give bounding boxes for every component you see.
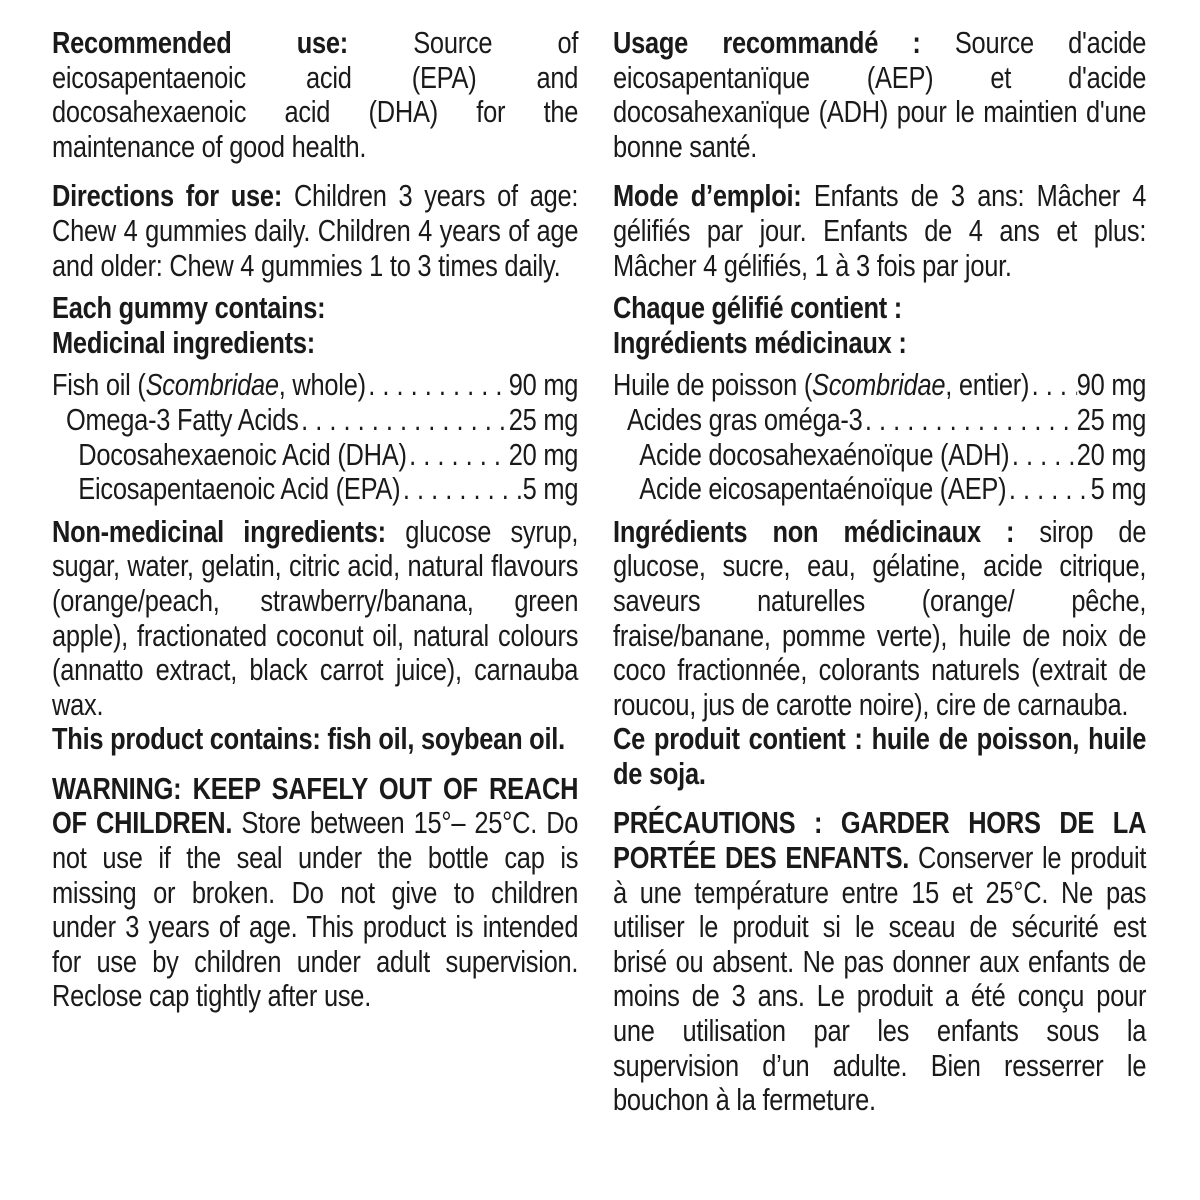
dot-leader [1029, 368, 1077, 403]
directions-for-use [52, 179, 578, 283]
ingredient-row [52, 472, 578, 507]
medicinal-ingredients-list [52, 368, 578, 506]
ingredients-medicinaux-list [613, 368, 1146, 506]
directions-text: Children 3 years of age: Chew 4 gummies daily. Children 4 years of age and older: Chew 4 gummies 1 to 3 times daily. [52, 178, 579, 283]
mode-emploi-label: Mode d’emploi: [613, 178, 802, 214]
non-medicinal-ingredients [52, 515, 578, 723]
ingredient-row [613, 472, 1146, 507]
dot-leader [1006, 472, 1090, 507]
recommended-use-text: Source of eicosapentaenoic acid (EPA) and docosahexaenoic acid (DHA) for the maintenance of good health. [52, 25, 579, 164]
ingredient-row [52, 403, 578, 438]
ingredient-name: Eicosapentaenoic Acid (EPA) [78, 471, 401, 507]
ingredient-name-suffix: , entier) [945, 367, 1030, 403]
dot-leader [1009, 438, 1076, 473]
ingredient-amount: 90 mg [508, 367, 579, 403]
ingredient-name: Acides gras oméga-3 [626, 401, 863, 437]
ingredient-amount: 25 mg [1076, 401, 1147, 437]
usage-recommande-label: Usage recommandé : [613, 25, 921, 60]
ingredient-amount: 5 mg [1090, 471, 1147, 507]
dot-leader [299, 403, 509, 438]
dot-leader [400, 472, 522, 507]
precautions-label: PRÉCAUTIONS : GARDER HORS DE LA PORTÉE DES ENFANTS. [613, 805, 1147, 876]
ingredient-amount: 20 mg [1076, 436, 1147, 472]
ingredient-amount: 90 mg [1076, 367, 1147, 403]
ingredient-name: Huile de poisson ( [613, 367, 813, 403]
dot-leader [407, 438, 509, 473]
warning [52, 772, 578, 1014]
non-medicinaux-text: sirop de glucose, sucre, eau, gélatine, acide citrique, saveurs naturelles (orange/ pêche, fraise/banane, pomme verte), huile de noix de coco fractionnée, colorants naturels (extrait de roucou, jus de carotte noire), cire de carnauba. [613, 513, 1147, 722]
directions-label: Directions for use: [52, 178, 283, 214]
mode-emploi-text: Enfants de 3 ans: Mâcher 4 gélifiés par jour. Enfants de 4 ans et plus: Mâcher 4 gélifiés, 1 à 3 fois par jour. [613, 178, 1147, 283]
dot-leader [366, 368, 509, 403]
ingredients-non-medicinaux [613, 515, 1146, 723]
ingredient-row [52, 368, 578, 403]
recommended-use [52, 26, 578, 164]
ingredient-amount: 25 mg [508, 401, 579, 437]
ingredient-amount: 5 mg [522, 471, 579, 507]
non-medicinal-label: Non-medicinal ingredients: [52, 513, 386, 549]
precautions-text: Conserver le produit à une température entre 15 et 25°C. Ne pas utiliser le produit si le sceau de sécurité est brisé ou absent. Ne pas donner aux enfants de moins de 3 ans. Le produit a été conçu pour une utilisation par les enfants sous la supervision d’un adulte. Bien resserrer le bouchon à la fermeture. [613, 840, 1147, 1118]
french-column [613, 26, 1146, 1118]
allergen-statement: This product contains: fish oil, soybean oil. [52, 721, 565, 757]
ingredient-name: Fish oil ( [52, 367, 146, 403]
allergen-statement-fr: Ce produit contient : huile de poisson, huile de soja. [613, 721, 1147, 791]
precautions [613, 806, 1146, 1117]
warning-label: WARNING: KEEP SAFELY OUT OF REACH OF CHILDREN. [52, 770, 579, 841]
ingredient-name-suffix: , whole) [278, 367, 366, 403]
ingredient-name: Acide docosahexaénoïque (ADH) [639, 436, 1010, 472]
ingredient-row [613, 438, 1146, 473]
non-medicinaux-label: Ingrédients non médicinaux : [613, 513, 1015, 549]
english-column [52, 26, 578, 1014]
ingredient-row [613, 368, 1146, 403]
usage-recommande [613, 26, 1146, 164]
ingredient-name: Docosahexaenoic Acid (DHA) [78, 436, 407, 472]
ingredient-name: Acide eicosapentaénoïque (AEP) [639, 471, 1007, 507]
ingredient-row [613, 403, 1146, 438]
ingredient-amount: 20 mg [508, 436, 579, 472]
ingredient-name: Omega-3 Fatty Acids [65, 401, 299, 437]
dot-leader [862, 403, 1076, 438]
ingredient-latin-name: Scombridae [145, 367, 279, 403]
ingredient-row [52, 438, 578, 473]
recommended-use-label: Recommended use: [52, 25, 349, 60]
ingredients-medicinaux-heading: Ingrédients médicinaux : [613, 324, 907, 360]
mode-emploi [613, 179, 1146, 283]
chaque-gelifie-heading: Chaque gélifié contient : [613, 290, 903, 326]
ingredient-latin-name: Scombridae [812, 367, 946, 403]
non-medicinal-text: glucose syrup, sugar, water, gelatin, citric acid, natural flavours (orange/peach, strawberry/banana, green apple), fractionated coconut oil, natural colours (annatto extract, black carrot juice), carnauba wax. [52, 513, 579, 722]
usage-recommande-text: Source d'acide eicosapentanïque (AEP) et d'acide docosahexanïque (ADH) pour le maintien d'une bonne santé. [613, 25, 1147, 164]
warning-text: Store between 15°– 25°C. Do not use if the seal under the bottle cap is missing or broken. Do not give to children under 3 years of age. This product is intended for use by children under adult supervision. Reclose cap tightly after use. [52, 805, 579, 1014]
each-gummy-contains-heading: Each gummy contains: [52, 290, 326, 326]
medicinal-ingredients-heading: Medicinal ingredients: [52, 324, 315, 360]
